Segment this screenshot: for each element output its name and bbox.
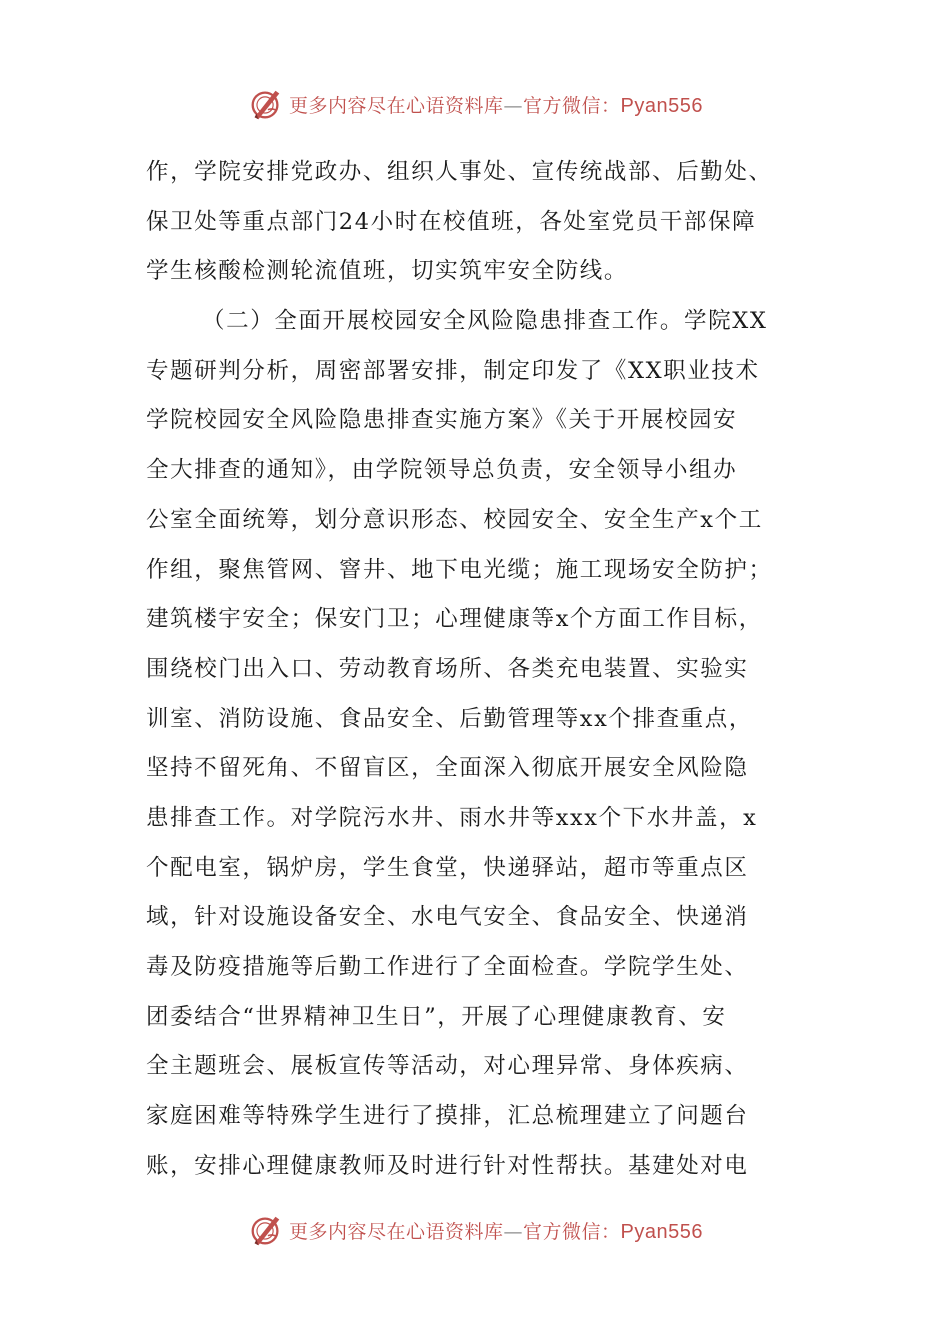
body-line: 坚持不留死角、不留盲区，全面深入彻底开展安全风险隐 <box>146 755 749 782</box>
header-watermark <box>0 82 950 126</box>
body-line: 全大排查的通知》，由学院领导总负责，安全领导小组办 <box>146 457 738 484</box>
body-line: 公室全面统筹，划分意识形态、校园安全、安全生产x个工 <box>146 506 763 533</box>
body-line: 专题研判分析，周密部署安排，制定印发了《XX职业技术 <box>146 357 760 384</box>
body-line: 患排查工作。对学院污水井、雨水井等xxx个下水井盖，x <box>146 804 758 831</box>
body-line: 域，针对设施设备安全、水电气安全、食品安全、快递消 <box>146 904 749 931</box>
body-line: 围绕校门出入口、劳动教育场所、各类充电装置、实验实 <box>146 655 749 682</box>
watermark-text: 更多内容尽在心语资料库—官方微信：Pyan556 <box>289 94 703 117</box>
section-heading-line: （二）全面开展校园安全风险隐患排查工作。学院XX <box>202 308 768 335</box>
watermark-text: 更多内容尽在心语资料库—官方微信：Pyan556 <box>289 1220 703 1243</box>
body-line: 家庭困难等特殊学生进行了摸排，汇总梳理建立了问题台 <box>146 1103 749 1130</box>
body-line: 个配电室，锅炉房，学生食堂，快递驿站，超市等重点区 <box>146 854 749 881</box>
body-line: 毒及防疫措施等后勤工作进行了全面检查。学院学生处、 <box>146 954 749 980</box>
body-line: 学生核酸检测轮流值班，切实筑牢安全防线。 <box>146 258 629 285</box>
footer-watermark <box>0 1208 950 1252</box>
body-line: 作组，聚焦管网、窨井、地下电光缆；施工现场安全防护； <box>146 556 773 583</box>
document-body <box>146 148 806 1191</box>
body-line: 保卫处等重点部门24小时在校值班，各处室党员干部保障 <box>146 208 757 235</box>
body-line: 作，学院安排党政办、组织人事处、宣传统战部、后勤处、 <box>146 159 773 185</box>
body-line: 训室、消防设施、食品安全、后勤管理等xx个排查重点， <box>146 705 753 732</box>
body-line: 全主题班会、展板宣传等活动，对心理异常、身体疾病、 <box>146 1053 749 1080</box>
body-line: 账，安排心理健康教师及时进行针对性帮扶。基建处对电 <box>146 1152 749 1179</box>
body-line: 团委结合“世界精神卫生日”，开展了心理健康教育、安 <box>146 1003 727 1030</box>
pen-logo-icon <box>247 85 285 123</box>
pen-logo-icon <box>247 1211 285 1249</box>
body-line: 建筑楼宇安全；保安门卫；心理健康等x个方面工作目标， <box>146 606 763 633</box>
body-line: 学院校园安全风险隐患排查实施方案》《关于开展校园安 <box>146 407 738 434</box>
